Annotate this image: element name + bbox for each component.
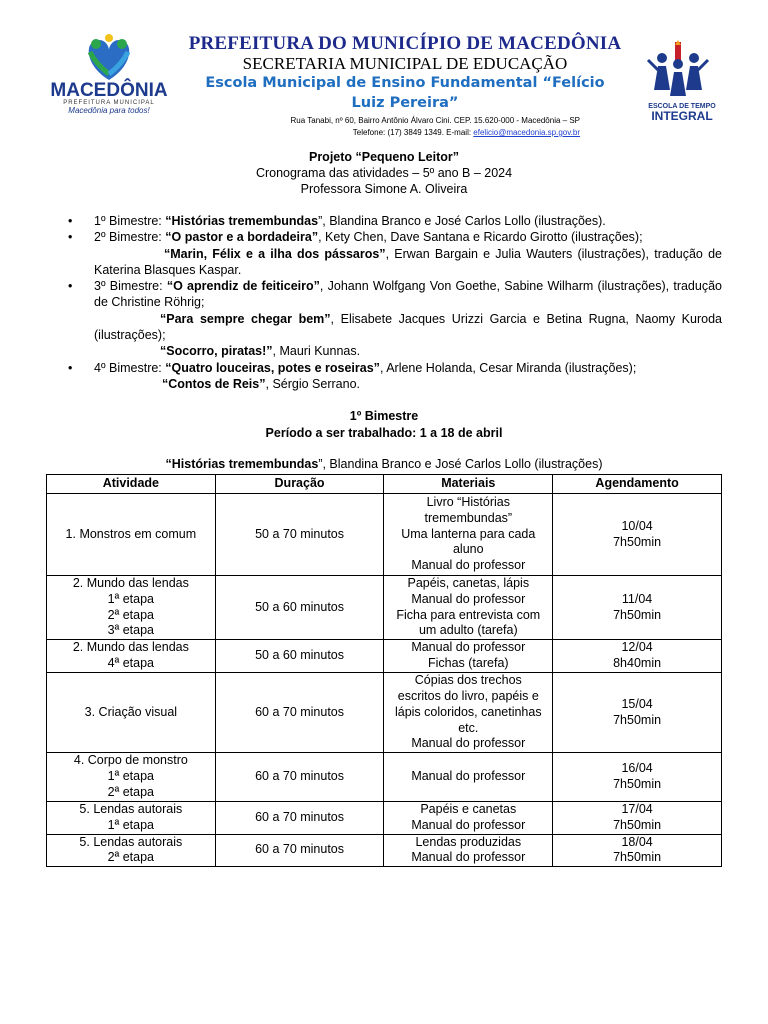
header-agendamento: Agendamento [553, 475, 722, 494]
cell-agendamento-line: 7h50min [613, 817, 662, 832]
cell-agendamento-line: 7h50min [613, 607, 662, 622]
table-row [47, 801, 722, 834]
cell-materiais-line: Livro “Histórias [426, 495, 510, 509]
cell-materiais-line: Papéis, canetas, lápis [407, 576, 530, 590]
cell-agendamento-line: 7h50min [613, 776, 662, 791]
bimestre-3-sub1-authors: , Elisabete Jacques Urizzi Garcia e Betina Rugna, Naomy Kuroda (ilustrações); [94, 311, 722, 343]
cell-materiais-line: Cópias dos trechos [414, 673, 522, 688]
cell-duracao [215, 576, 384, 640]
caption-authors: ”, Blandina Branco e José Carlos Lollo (ilustrações) [318, 457, 603, 471]
cell-duracao [215, 753, 384, 801]
bimestre-4-book: “Quatro louceiras, potes e roseiras” [165, 360, 380, 375]
header-school-name: Escola Municipal de Ensino Fundamental “Felício Luiz Pereira” [205, 75, 605, 111]
cell-agendamento-line: 7h50min [613, 534, 662, 549]
logo-right-line2: INTEGRAL [651, 109, 713, 123]
cell-materiais-line: Manual do professor [411, 736, 526, 751]
cell-atividade-line: 3ª etapa [107, 623, 155, 638]
cell-atividade [47, 801, 216, 834]
cell-materiais [384, 673, 553, 753]
cell-agendamento-line: 8h40min [613, 656, 662, 671]
cell-materiais-line: Manual do professor [411, 850, 526, 865]
project-teacher: Professora Simone A. Oliveira [300, 182, 468, 196]
cell-duracao-line: 50 a 60 minutos [255, 599, 345, 614]
cell-materiais-line: Manual do professor [411, 817, 526, 832]
bimestre-2-book: “O pastor e a bordadeira” [165, 230, 319, 245]
cell-agendamento [553, 753, 722, 801]
cell-atividade-line: 4. Corpo de monstro [73, 753, 188, 768]
cell-atividade [47, 494, 216, 576]
bimestre-4-sub-book: “Contos de Reis” [162, 376, 266, 391]
cell-duracao [215, 494, 384, 576]
bimestre-3-label: 3º Bimestre: [94, 279, 167, 294]
cell-atividade-line: 2ª etapa [107, 607, 155, 622]
cell-agendamento-line: 7h50min [613, 850, 662, 865]
cell-materiais [384, 576, 553, 640]
bimestre-item-1 [62, 213, 722, 229]
bullet-icon: • [68, 230, 73, 245]
bimestre-3-sub2-book: “Socorro, piratas!” [160, 344, 273, 359]
project-title: Projeto “Pequeno Leitor” [308, 150, 459, 164]
cell-materiais-line: Manual do professor [411, 558, 526, 573]
header-phone: Telefone: (17) 3849 1349. E-mail: [352, 128, 474, 137]
cell-agendamento [553, 801, 722, 834]
cell-duracao [215, 673, 384, 753]
cell-materiais-line: etc. [458, 720, 479, 735]
cell-materiais-line: Fichas (tarefa) [427, 656, 509, 671]
cell-atividade [47, 576, 216, 640]
cell-agendamento [553, 673, 722, 753]
cell-agendamento-line: 16/04 [621, 761, 653, 776]
cell-materiais [384, 640, 553, 673]
header-address-block [150, 115, 580, 139]
cell-materiais [384, 834, 553, 867]
table-row [47, 834, 722, 867]
bimestre-2-sub-authors: , Erwan Bargain e Julia Wauters (ilustrações), tradução de Katerina Blasques Kaspar. [94, 246, 722, 277]
bimestre-item-4 [62, 360, 722, 376]
bimestre-item-3 [62, 278, 722, 311]
cell-agendamento-line: 15/04 [621, 696, 653, 711]
cell-agendamento [553, 576, 722, 640]
bimestre-4-sub-authors: , Sérgio Serrano. [265, 376, 360, 391]
cell-materiais-line: Manual do professor [411, 640, 526, 655]
header-title-prefeitura: PREFEITURA DO MUNICÍPIO DE MACEDÔNIA [188, 33, 622, 54]
logo-sub: PREFEITURA MUNICIPAL [63, 100, 155, 106]
bimestre-4-sub [62, 376, 722, 392]
schedule-table [46, 474, 722, 867]
bimestre-2-sub-book: “Marin, Félix e a ilha dos pássaros” [164, 246, 386, 261]
cell-agendamento-line: 10/04 [621, 518, 653, 533]
cell-materiais-line: Manual do professor [411, 591, 526, 606]
cell-atividade-line: 2ª etapa [107, 850, 155, 865]
cell-duracao-line: 60 a 70 minutos [255, 842, 345, 857]
cell-agendamento-line: 18/04 [621, 834, 653, 849]
table-row [47, 494, 722, 576]
project-schedule-line: Cronograma das atividades – 5º ano B – 2024 [255, 166, 513, 180]
cell-materiais-line: um adulto (tarefa) [418, 623, 518, 638]
cell-materiais-line: Manual do professor [411, 768, 526, 783]
escola-tempo-integral-logo [640, 40, 724, 124]
cell-materiais-line: Ficha para entrevista com [396, 607, 541, 622]
project-heading [150, 149, 618, 197]
cell-duracao-line: 50 a 60 minutos [255, 648, 345, 663]
section-bimestre: 1º Bimestre [349, 409, 419, 423]
cell-agendamento [553, 494, 722, 576]
cell-atividade [47, 753, 216, 801]
cell-atividade-line: 1. Monstros em comum [65, 526, 197, 541]
logo-right-line1: ESCOLA DE TEMPO [648, 103, 716, 110]
cell-materiais-line: Papéis e canetas [420, 801, 517, 816]
table-row [47, 576, 722, 640]
bimestre-4-authors: , Arlene Holanda, Cesar Miranda (ilustrações); [379, 360, 637, 375]
cell-duracao [215, 834, 384, 867]
section-period: Período a ser trabalhado: 1 a 18 de abril [265, 425, 503, 440]
cell-agendamento-line: 11/04 [621, 591, 653, 606]
header-email-link[interactable]: efelicio@macedonia.sp.gov.br [473, 128, 580, 137]
table-row [47, 753, 722, 801]
cell-duracao-line: 60 a 70 minutos [255, 809, 345, 824]
bimestre-list [62, 213, 722, 392]
cell-atividade-line: 5. Lendas autorais [79, 834, 183, 849]
bimestre-3-sub-1 [62, 311, 722, 344]
bullet-icon: • [68, 360, 73, 375]
cell-materiais-line: Uma lanterna para cada [401, 526, 536, 541]
bimestre-2-label: 2º Bimestre: [94, 230, 166, 245]
cell-atividade [47, 640, 216, 673]
table-caption [46, 457, 722, 471]
bimestre-3-sub1-book: “Para sempre chegar bem” [160, 311, 331, 326]
section-heading [150, 408, 618, 441]
cell-materiais-line: lápis coloridos, canetinhas [394, 704, 542, 719]
cell-atividade-line: 4ª etapa [107, 656, 155, 671]
bimestre-1-authors: ”, Blandina Branco e José Carlos Lollo (ilustrações). [318, 214, 606, 228]
cell-atividade-line: 5. Lendas autorais [79, 801, 183, 816]
header-duracao: Duração [215, 475, 384, 494]
bimestre-2-authors: , Kety Chen, Dave Santana e Ricardo Girotto (ilustrações); [318, 230, 643, 245]
cell-duracao-line: 50 a 70 minutos [255, 526, 345, 541]
cell-materiais [384, 753, 553, 801]
cell-atividade-line: 1ª etapa [107, 768, 155, 783]
bimestre-item-2 [62, 229, 722, 245]
bimestre-3-authors: , Johann Wolfgang Von Goethe, Sabine Wilharm (ilustrações), tradução de Christine Röhrig; [94, 279, 722, 310]
bimestre-4-label: 4º Bimestre: [94, 360, 166, 375]
logo-name: MACEDÔNIA [50, 80, 168, 101]
cell-materiais-line: Lendas produzidas [415, 834, 522, 849]
cell-duracao-line: 60 a 70 minutos [255, 768, 345, 783]
cell-atividade-line: 2. Mundo das lendas [72, 640, 189, 655]
bimestre-1-book: “Histórias tremembundas [165, 214, 319, 228]
table-header-row [47, 475, 722, 494]
header-materiais: Materiais [384, 475, 553, 494]
header-atividade: Atividade [47, 475, 216, 494]
logo-slogan: Macedônia para todos! [68, 106, 150, 115]
cell-agendamento-line: 7h50min [613, 712, 662, 727]
cell-atividade-line: 2ª etapa [107, 784, 155, 799]
header-address: Rua Tanabi, nº 60, Bairro Antônio Álvaro Cini. CEP. 15.620-000 - Macedônia – SP [290, 116, 580, 125]
table-row [47, 640, 722, 673]
cell-duracao [215, 801, 384, 834]
cell-atividade [47, 673, 216, 753]
bimestre-1-label: 1º Bimestre: [94, 214, 166, 228]
cell-atividade [47, 834, 216, 867]
header-title-secretaria: SECRETARIA MUNICIPAL DE EDUCAÇÃO [242, 54, 568, 73]
cell-materiais-line: escritos do livro, papéis e [397, 688, 539, 703]
cell-agendamento [553, 640, 722, 673]
bimestre-3-book: “O aprendiz de feiticeiro” [166, 279, 320, 294]
bullet-icon: • [68, 214, 73, 228]
bimestre-3-sub2-authors: , Mauri Kunnas. [272, 344, 361, 359]
cell-duracao [215, 640, 384, 673]
bullet-icon: • [68, 279, 73, 294]
cell-duracao-line: 60 a 70 minutos [255, 704, 345, 719]
cell-materiais-line: tremembundas” [424, 510, 513, 525]
cell-materiais-line: aluno [452, 542, 484, 557]
bimestre-3-sub-2 [62, 343, 722, 359]
header-contact [150, 127, 580, 139]
cell-agendamento-line: 12/04 [621, 640, 653, 655]
cell-atividade-line: 3. Criação visual [84, 704, 178, 719]
cell-agendamento [553, 834, 722, 867]
cell-atividade-line: 1ª etapa [107, 591, 155, 606]
bimestre-2-sub [62, 246, 722, 279]
cell-materiais [384, 494, 553, 576]
cell-materiais [384, 801, 553, 834]
cell-agendamento-line: 17/04 [621, 801, 653, 816]
caption-book: “Histórias tremembundas [165, 457, 319, 471]
cell-atividade-line: 2. Mundo das lendas [72, 576, 189, 590]
table-row [47, 673, 722, 753]
cell-atividade-line: 1ª etapa [107, 817, 155, 832]
